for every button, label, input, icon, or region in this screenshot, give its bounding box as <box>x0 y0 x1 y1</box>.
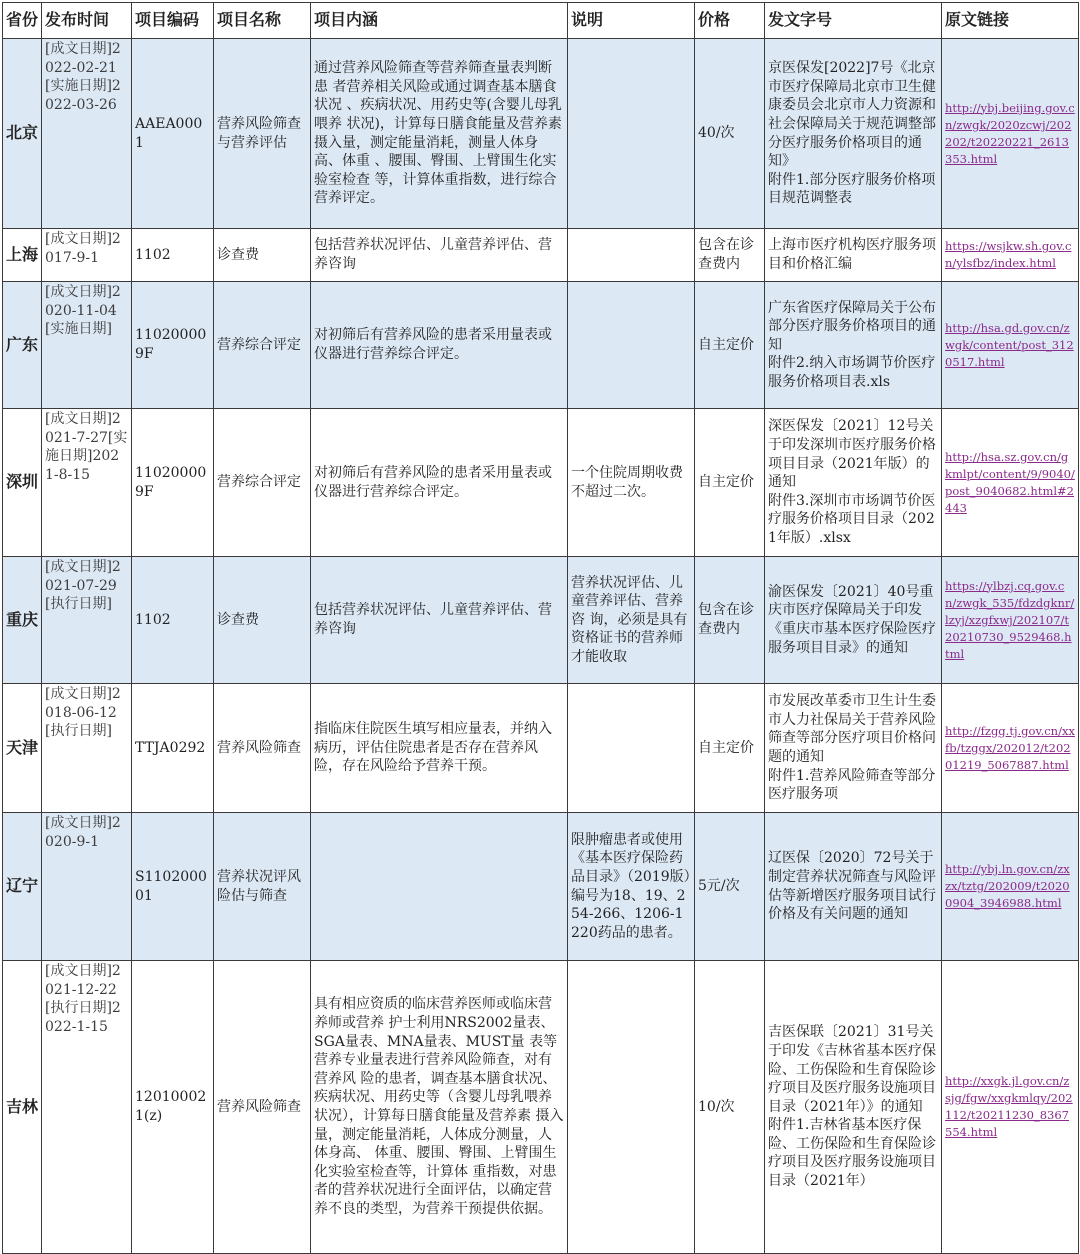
note-text: 一个住院周期收费不超过二次。 <box>571 464 683 500</box>
province-text: 吉林 <box>5 1097 38 1116</box>
content-text: 通过营养风险筛查等营养筛查量表判断患 者营养相关风险或通过调查基本膳食状况 、疾病状况、用药史等(含婴儿母乳喂养 状况)，计算每日膳食能量及营养素摄入量，测定能量消耗，测量人体身高、体重 、腰围、臀围、上臂围生化实验室检查 等，计算体重指数，进行综合营养评定。 <box>314 60 562 207</box>
price-text: 包含在诊查费内 <box>698 602 754 637</box>
source-link[interactable]: http://ybj.ln.gov.cn/zxzx/tztg/202009/t20200904_3946988.html <box>945 862 1070 910</box>
doc-text: 广东省医疗保障局关于公布部分医疗服务价格项目的通知 附件2.纳入市场调节价医疗服务价格项目表.xls <box>768 299 936 390</box>
note-cell <box>568 229 695 282</box>
province-cell <box>3 229 42 282</box>
province-text: 重庆 <box>5 610 38 629</box>
source-link[interactable]: http://fzgg.tj.gov.cn/xxfb/tzggx/202012/t20201219_5067887.html <box>945 723 1075 772</box>
date-text: [成文日期]2018-06-12[执行日期] <box>45 686 121 740</box>
header-province: 省份 <box>3 3 42 39</box>
name-cell <box>214 282 311 409</box>
content-cell <box>311 282 568 409</box>
code-cell <box>132 282 214 409</box>
name-cell <box>214 229 311 282</box>
code-cell <box>132 229 214 282</box>
link-cell <box>942 813 1079 961</box>
price-text: 10/次 <box>698 1098 735 1115</box>
doc-cell <box>765 229 942 282</box>
code-text: 110200009F <box>135 464 207 500</box>
content-text: 包括营养状况评估、儿童营养评估、营养咨询 <box>314 602 552 637</box>
name-text: 营养风险筛查与营养评估 <box>217 115 301 151</box>
source-link[interactable]: http://xxgk.jl.gov.cn/zsjg/fgw/xxgkmlqy/202112/t20211230_8367554.html <box>945 1074 1073 1139</box>
date-text: [成文日期]2017-9-1 <box>45 231 121 266</box>
province-cell <box>3 409 42 557</box>
doc-text: 深医保发〔2021〕12号关于印发深圳市医疗服务价格项目目录（2021年版）的通知 附件3.深圳市市场调节价医疗服务价格项目目录（2021年版）.xlsx <box>768 418 936 546</box>
doc-text: 吉医保联〔2021〕31号关于印发《吉林省基本医疗保险、工伤保险和生育保险诊疗项目及医疗服务设施项目目录（2021年）》的通知 附件1.吉林省基本医疗保险、工伤保险和生育保险诊疗项目及医疗服务设施项目目录（2021年） <box>768 1024 936 1190</box>
source-link[interactable]: https://wsjkw.sh.gov.cn/ylsfbz/index.html <box>945 239 1072 270</box>
doc-text: 辽医保〔2020〕72号关于制定营养状况筛查与风险评估等新增医疗服务项目试行价格及有关问题的通知 <box>768 850 936 923</box>
content-text: 指临床住院医生填写相应量表，并纳入病历，评估住院患者是否存在营养风险，存在风险给予营养干预。 <box>314 721 552 775</box>
code-text: 1102 <box>135 246 171 263</box>
note-text: 限肿瘤患者或使用《基本医疗保险药品目录》（2019版）编号为18、19、254-266、1206-1220药品的患者。 <box>571 831 691 941</box>
note-cell <box>568 557 695 684</box>
content-cell <box>311 557 568 684</box>
doc-text: 市发展改革委市卫生计生委市人力社保局关于营养风险筛查等部分医疗项目价格问题的通知 附件1.营养风险筛查等部分医疗服务项 <box>768 693 936 803</box>
header-name: 项目名称 <box>214 3 311 39</box>
content-cell <box>311 813 568 961</box>
date-text: [成文日期]2021-07-29[执行日期] <box>45 559 121 613</box>
note-cell <box>568 813 695 961</box>
province-text: 天津 <box>5 738 38 757</box>
code-text: S110200001 <box>135 868 207 904</box>
name-text: 营养综合评定 <box>217 336 301 353</box>
doc-text: 京医保发[2022]7号《北京市医疗保障局北京市卫生健康委员会北京市人力资源和社会保障局关于规范调整部分医疗服务价格项目的通知》 附件1.部分医疗服务价格项目规范调整表 <box>768 60 936 207</box>
table-row <box>3 229 1079 282</box>
name-cell <box>214 39 311 229</box>
doc-cell <box>765 557 942 684</box>
date-text: [成文日期]2020-11-04[实施日期] <box>45 284 121 338</box>
link-cell <box>942 409 1079 557</box>
code-text: 1102 <box>135 611 171 628</box>
name-text: 诊查费 <box>217 246 259 263</box>
content-cell <box>311 684 568 813</box>
note-cell <box>568 961 695 1254</box>
date-cell <box>42 961 132 1254</box>
price-text: 自主定价 <box>698 336 754 353</box>
code-text: AAEA0001 <box>135 115 203 151</box>
doc-cell <box>765 813 942 961</box>
doc-cell <box>765 409 942 557</box>
note-text: 营养状况评估、儿童营养评估、营养咨 询，必须是具有资格证书的营养师才能收取 <box>571 574 688 665</box>
doc-cell <box>765 961 942 1254</box>
code-cell <box>132 961 214 1254</box>
province-cell <box>3 961 42 1254</box>
link-cell <box>942 282 1079 409</box>
date-cell <box>42 409 132 557</box>
date-text: [成文日期]2022-02-21[实施日期]2022-03-26 <box>45 41 121 113</box>
date-cell <box>42 684 132 813</box>
note-cell <box>568 282 695 409</box>
table-row <box>3 409 1079 557</box>
price-text: 自主定价 <box>698 739 754 756</box>
table-row <box>3 961 1079 1254</box>
header-price: 价格 <box>695 3 765 39</box>
price-text: 自主定价 <box>698 474 754 491</box>
doc-text: 上海市医疗机构医疗服务项目和价格汇编 <box>768 237 936 272</box>
province-cell <box>3 813 42 961</box>
code-text: TTJA0292 <box>135 739 206 756</box>
header-content: 项目内涵 <box>311 3 568 39</box>
content-text: 对初筛后有营养风险的患者采用量表或仪器进行营养综合评定。 <box>314 464 552 500</box>
link-cell <box>942 229 1079 282</box>
name-cell <box>214 684 311 813</box>
province-text: 北京 <box>5 124 38 143</box>
link-cell <box>942 557 1079 684</box>
date-cell <box>42 813 132 961</box>
doc-text: 渝医保发〔2021〕40号重庆市医疗保障局关于印发《重庆市基本医疗保险医疗服务项目目录》的通知 <box>768 583 936 656</box>
content-text: 具有相应资质的临床营养医师或临床营养师或营养 护士利用NRS2002量表、SGA量表、MNA量表、MUST量 表等营养专业量表进行营养风险筛查，对有营养风 险的患者，调查基本膳食状况、疾病状况、用药史等（含婴儿母乳喂养状况），计算每日膳食能量及营养素 摄入量，测定能量消耗，人体成分测量，人体身高、 体重、腰围、臀围、上臂围生化实验室检查等，计算体 重指数，对患者的营养状况进行全面评估，以确定营 养不良的类型，为营养干预提供依据。 <box>314 996 564 1217</box>
name-text: 营养综合评定 <box>217 474 301 491</box>
source-link[interactable]: http://hsa.sz.gov.cn/gkmlpt/content/9/9040/post_9040682.html#2443 <box>945 449 1075 515</box>
header-note: 说明 <box>568 3 695 39</box>
table-row <box>3 813 1079 961</box>
link-cell <box>942 39 1079 229</box>
date-cell <box>42 557 132 684</box>
table-row <box>3 684 1079 813</box>
price-cell <box>695 229 765 282</box>
price-cell <box>695 813 765 961</box>
date-text: [成文日期]2021-12-22[执行日期]2022-1-15 <box>45 963 121 1035</box>
date-text: [成文日期]2021-7-27[实施日期]2021-8-15 <box>45 411 128 483</box>
name-cell <box>214 961 311 1254</box>
province-text: 辽宁 <box>5 877 38 896</box>
price-text: 包含在诊查费内 <box>698 237 754 272</box>
code-text: 110200009F <box>135 327 207 362</box>
price-cell <box>695 409 765 557</box>
province-text: 上海 <box>5 245 38 264</box>
price-cell <box>695 961 765 1254</box>
name-text: 营养风险筛查 <box>217 1098 301 1115</box>
code-cell <box>132 39 214 229</box>
note-cell <box>568 684 695 813</box>
source-link[interactable]: http://hsa.gd.gov.cn/zwgk/content/post_3120517.html <box>945 320 1074 369</box>
province-cell <box>3 282 42 409</box>
date-cell <box>42 39 132 229</box>
content-cell <box>311 409 568 557</box>
name-text: 营养风险筛查 <box>217 739 301 756</box>
note-cell <box>568 409 695 557</box>
price-text: 40/次 <box>698 125 735 142</box>
province-cell <box>3 684 42 813</box>
content-text: 对初筛后有营养风险的患者采用量表或仪器进行营养综合评定。 <box>314 327 552 362</box>
header-date: 发布时间 <box>42 3 132 39</box>
price-cell <box>695 684 765 813</box>
content-text: 包括营养状况评估、儿童营养评估、营养咨询 <box>314 237 552 272</box>
code-cell <box>132 557 214 684</box>
province-text: 广东 <box>5 335 38 354</box>
header-row <box>3 3 1079 39</box>
name-text: 诊查费 <box>217 611 259 628</box>
province-text: 深圳 <box>5 473 38 492</box>
header-code: 项目编码 <box>132 3 214 39</box>
name-cell <box>214 409 311 557</box>
source-link[interactable]: https://ylbzj.cq.gov.cn/zwgk_535/fdzdgknr/lzyj/xzgfxwj/202107/t20210730_9529468.html <box>945 578 1075 661</box>
header-doc: 发文字号 <box>765 3 942 39</box>
code-cell <box>132 409 214 557</box>
content-cell <box>311 39 568 229</box>
table-row <box>3 39 1079 229</box>
code-text: 120100021(z) <box>135 1089 207 1124</box>
price-cell <box>695 39 765 229</box>
policy-table <box>2 2 1079 1254</box>
date-cell <box>42 282 132 409</box>
header-link: 原文链接 <box>942 3 1079 39</box>
province-cell <box>3 557 42 684</box>
doc-cell <box>765 282 942 409</box>
name-text: 营养状况评风险估与筛查 <box>217 868 301 904</box>
code-cell <box>132 684 214 813</box>
price-cell <box>695 557 765 684</box>
code-cell <box>132 813 214 961</box>
price-text: 5元/次 <box>698 878 740 895</box>
name-cell <box>214 813 311 961</box>
table-row <box>3 557 1079 684</box>
date-text: [成文日期]2020-9-1 <box>45 815 121 850</box>
source-link[interactable]: http://ybj.beijing.gov.cn/zwgk/2020zcwj/202202/t20220221_2613353.html <box>945 100 1075 166</box>
content-cell <box>311 961 568 1254</box>
name-cell <box>214 557 311 684</box>
table-row <box>3 282 1079 409</box>
note-cell <box>568 39 695 229</box>
link-cell <box>942 961 1079 1254</box>
price-cell <box>695 282 765 409</box>
content-cell <box>311 229 568 282</box>
date-cell <box>42 229 132 282</box>
doc-cell <box>765 684 942 813</box>
province-cell <box>3 39 42 229</box>
doc-cell <box>765 39 942 229</box>
link-cell <box>942 684 1079 813</box>
